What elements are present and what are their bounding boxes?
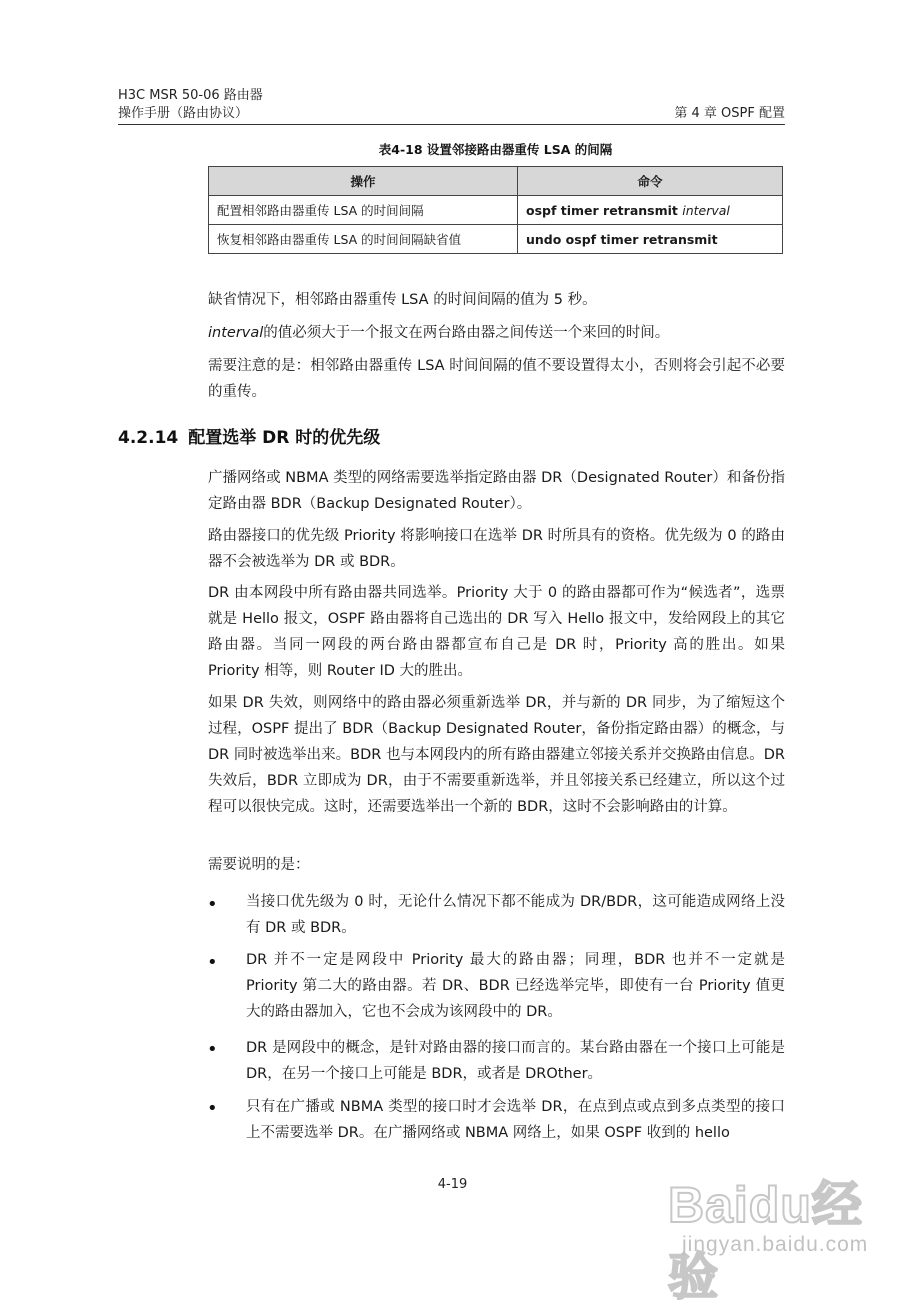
bullet-item: 当接口优先级为 0 时，无论什么情况下都不能成为 DR/BDR，这可能造成网络上没有 DR 或 BDR。 xyxy=(246,894,785,936)
table-title: 表4-18 设置邻接路由器重传 LSA 的间隔 xyxy=(378,142,613,157)
paragraph-priority: 路由器接口的优先级 Priority 将影响接口在选举 DR 时所具有的资格。优先级为 0 的路由器不会被选举为 DR 或 BDR。 xyxy=(208,528,785,570)
table-header-command: 命令 xyxy=(518,167,783,196)
interval-rule-text: 的值必须大于一个报文在两台路由器之间传送一个来回的时间。 xyxy=(263,325,670,341)
table-cell-command xyxy=(518,225,783,254)
header-product: H3C MSR 50-06 路由器 xyxy=(118,88,263,103)
table-cell-operation: 恢复相邻路由器重传 LSA 的时间间隔缺省值 xyxy=(209,225,518,254)
header-chapter: 第 4 章 OSPF 配置 xyxy=(674,106,785,121)
table-row xyxy=(209,196,783,225)
paragraph-interval-rule xyxy=(208,320,785,346)
watermark-url: jingyan.baidu.com xyxy=(682,1233,869,1256)
section-number: 4.2.14 xyxy=(118,428,179,448)
interval-term: interval xyxy=(208,325,264,341)
baidu-watermark xyxy=(668,1165,883,1305)
bullet-marker: • xyxy=(207,1098,218,1119)
bullet-marker: • xyxy=(207,894,218,915)
bullet-item: DR 是网段中的概念，是针对路由器的接口而言的。某台路由器在一个接口上可能是 DR，在另一个接口上可能是 BDR，或者是 DROther。 xyxy=(246,1040,785,1082)
paragraph-default-interval: 缺省情况下，相邻路由器重传 LSA 的时间间隔的值为 5 秒。 xyxy=(208,292,597,308)
section-heading xyxy=(118,425,380,451)
table-row xyxy=(209,225,783,254)
bullet-item: 只有在广播或 NBMA 类型的接口时才会选举 DR，在点到点或点到多点类型的接口上不需要选举 DR。在广播网络或 NBMA 网络上，如果 OSPF 收到的 hello xyxy=(246,1099,785,1141)
watermark-logo: Baidu经验 xyxy=(668,1177,863,1305)
command-text: undo ospf timer retransmit xyxy=(526,231,718,247)
table-cell-operation: 配置相邻路由器重传 LSA 的时间间隔 xyxy=(209,196,518,225)
table-header-operation: 操作 xyxy=(209,167,518,196)
table-cell-command xyxy=(518,196,783,225)
paragraph-remarks: 需要说明的是： xyxy=(208,857,310,873)
bullet-item: DR 并不一定是网段中 Priority 最大的路由器；同理，BDR 也并不一定就是 Priority 第二大的路由器。若 DR、BDR 已经选举完毕，即使有一台 Priority 值更大的路由器加入，它也不会成为该网段中的 DR。 xyxy=(246,952,785,1020)
command-table xyxy=(208,166,783,254)
paragraph-dr-election: DR 由本网段中所有路由器共同选举。Priority 大于 0 的路由器都可作为“候选者”，选票就是 Hello 报文，OSPF 路由器将自己选出的 DR 写入 Hello 报文中，发给网段上的其它路由器。当同一网段的两台路由器都宣布自己是 DR 时，Priority 高的胜出。如果 Priority 相等，则 Router ID 大的胜出。 xyxy=(208,585,785,679)
command-argument: interval xyxy=(682,202,730,218)
page-number: 4-19 xyxy=(437,1177,468,1192)
table-header-row xyxy=(209,167,783,196)
bullet-marker: • xyxy=(207,952,218,973)
paragraph-dr-intro: 广播网络或 NBMA 类型的网络需要选举指定路由器 DR（Designated Router）和备份指定路由器 BDR（Backup Designated Router）。 xyxy=(208,470,785,512)
command-text: ospf timer retransmit xyxy=(526,202,683,218)
header-divider xyxy=(118,124,785,125)
bullet-marker: • xyxy=(207,1039,218,1060)
section-title: 配置选举 DR 时的优先级 xyxy=(188,428,381,448)
header-manual: 操作手册（路由协议） xyxy=(118,106,249,121)
paragraph-note: 需要注意的是：相邻路由器重传 LSA 时间间隔的值不要设置得太小，否则将会引起不必要的重传。 xyxy=(208,358,785,400)
paragraph-bdr: 如果 DR 失效，则网络中的路由器必须重新选举 DR，并与新的 DR 同步，为了缩短这个过程，OSPF 提出了 BDR（Backup Designated Router，备份指定路由器）的概念，与 DR 同时被选举出来。BDR 也与本网段内的所有路由器建立邻接关系并交换路由信息。DR 失效后，BDR 立即成为 DR，由于不需要重新选举，并且邻接关系已经建立，所以这个过程可以很快完成。这时，还需要选举出一个新的 BDR，这时不会影响路由的计算。 xyxy=(208,695,785,815)
